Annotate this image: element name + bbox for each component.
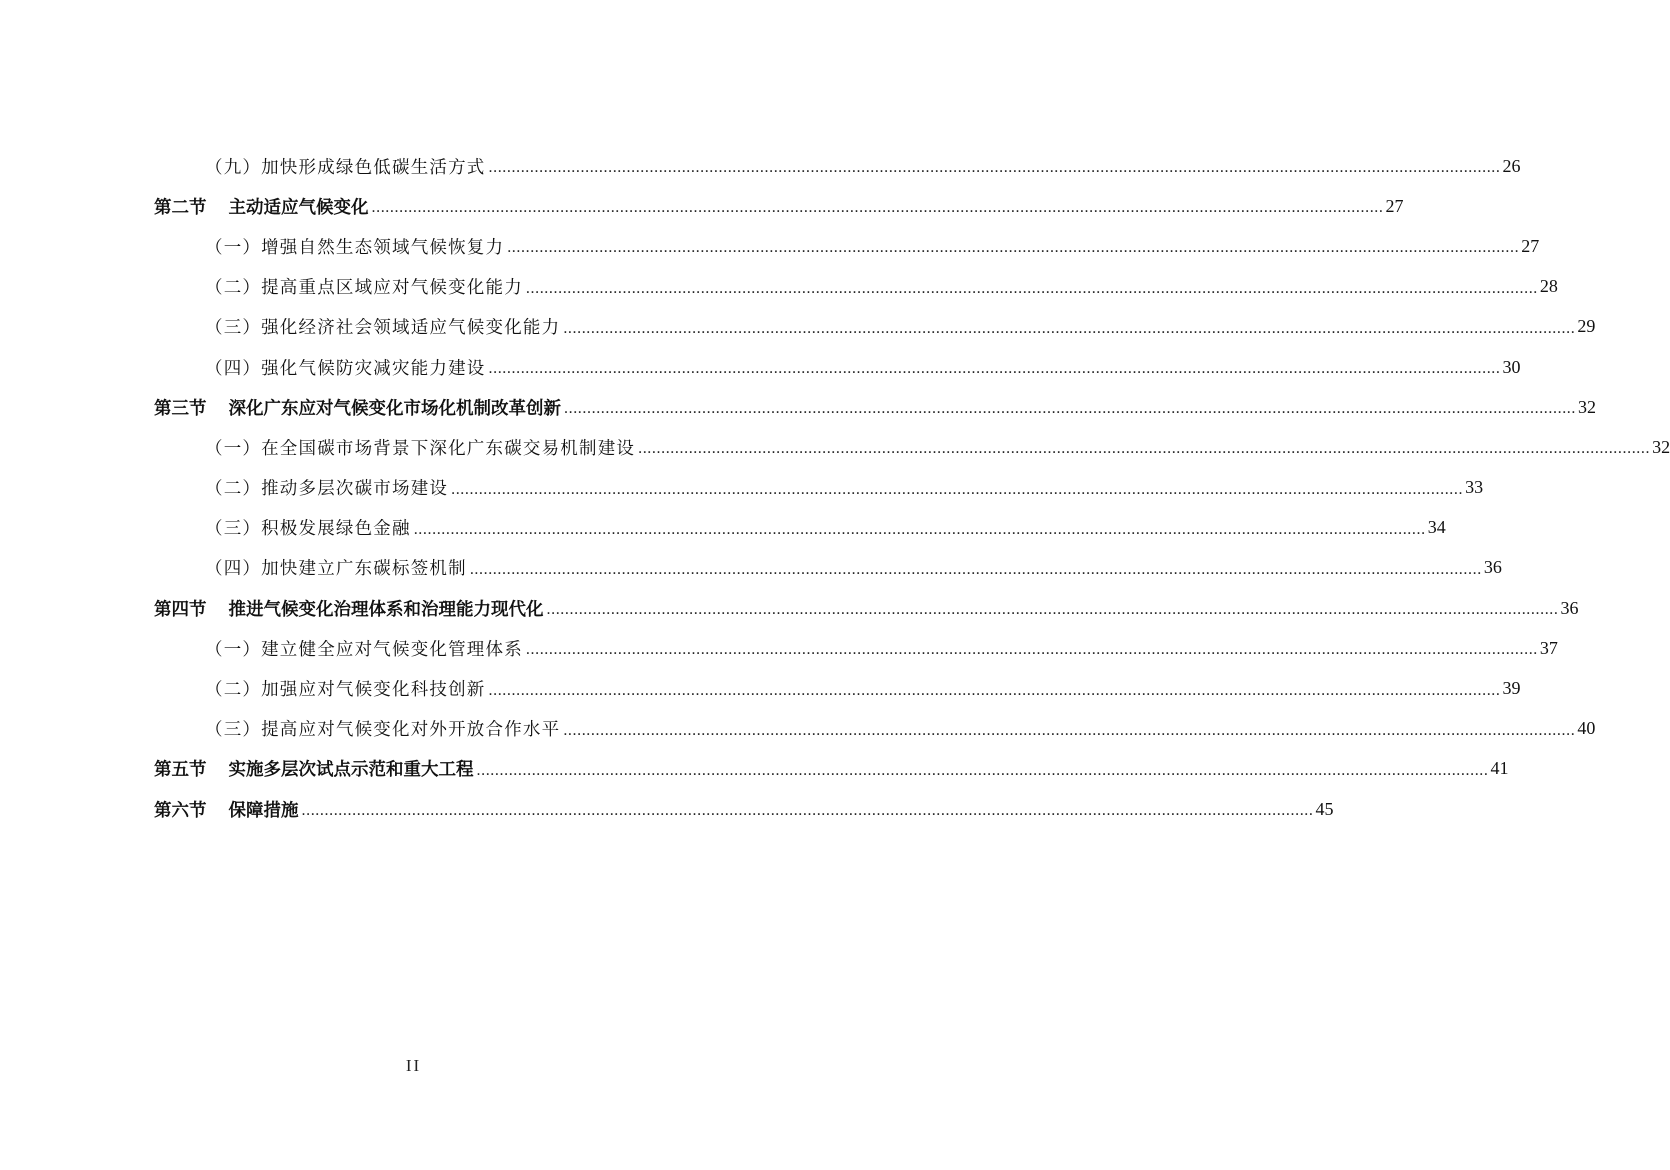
toc-entry[interactable]	[0, 267, 1558, 307]
toc-entry-page: 45	[1315, 798, 1334, 819]
dot-leader: ............................................................................................................................................................................................................................	[469, 560, 1482, 578]
toc-entry-page: 33	[1465, 477, 1484, 498]
toc-entry[interactable]	[0, 146, 1521, 186]
toc-section-number: 第五节	[154, 760, 207, 781]
toc-entry[interactable]	[0, 347, 1521, 387]
toc-entry-title: （二）提高重点区域应对气候变化能力	[205, 278, 523, 299]
toc-section-number: 第二节	[154, 197, 207, 218]
toc-entry-title: （四）加快建立广东碳标签机制	[205, 559, 467, 580]
toc-entry-page: 26	[1502, 155, 1521, 176]
toc-entry-title: （四）强化气候防灾减灾能力建设	[205, 358, 486, 379]
dot-leader: ............................................................................................................................................................................................................................	[488, 159, 1501, 177]
toc-entry-page: 36	[1560, 597, 1579, 618]
dot-leader: ............................................................................................................................................................................................................................	[563, 319, 1576, 337]
toc-entry-title: 深化广东应对气候变化市场化机制改革创新	[228, 398, 561, 419]
dot-leader: ............................................................................................................................................................................................................................	[564, 400, 1576, 418]
dot-leader: ............................................................................................................................................................................................................................	[546, 601, 1559, 619]
dot-leader: ............................................................................................................................................................................................................................	[638, 440, 1651, 458]
dot-leader: ............................................................................................................................................................................................................................	[488, 360, 1501, 378]
toc-section-entry[interactable]	[0, 387, 1596, 427]
toc-section-entry[interactable]	[0, 588, 1579, 628]
dot-leader: ............................................................................................................................................................................................................................	[563, 721, 1576, 739]
dot-leader: ............................................................................................................................................................................................................................	[476, 761, 1489, 779]
toc-entry[interactable]	[0, 628, 1558, 668]
toc-entry-page: 41	[1490, 758, 1509, 779]
toc-entry[interactable]	[0, 508, 1446, 548]
toc-entry-page: 29	[1577, 316, 1596, 337]
table-of-contents	[0, 146, 1670, 829]
toc-entry-title: （九）加快形成绿色低碳生活方式	[205, 157, 486, 178]
toc-entry-page: 28	[1539, 276, 1558, 297]
toc-entry[interactable]	[0, 427, 1670, 467]
toc-entry[interactable]	[0, 226, 1540, 266]
toc-entry-page: 27	[1521, 235, 1540, 256]
toc-entry-title: （一）增强自然生态领域气候恢复力	[205, 237, 505, 258]
toc-entry-page: 32	[1578, 396, 1596, 417]
page-number-footer: II	[405, 1056, 422, 1075]
dot-leader: ............................................................................................................................................................................................................................	[525, 279, 1538, 297]
toc-entry-title: （三）积极发展绿色金融	[205, 519, 411, 540]
toc-entry-page: 40	[1577, 718, 1596, 739]
dot-leader: ............................................................................................................................................................................................................................	[525, 641, 1538, 659]
toc-section-number: 第四节	[154, 599, 207, 620]
toc-entry-title: 推进气候变化治理体系和治理能力现代化	[228, 599, 544, 620]
toc-entry[interactable]	[0, 548, 1502, 588]
toc-entry[interactable]	[0, 668, 1521, 708]
dot-leader: ............................................................................................................................................................................................................................	[371, 199, 1384, 217]
toc-entry[interactable]	[0, 307, 1596, 347]
toc-entry-page: 36	[1483, 557, 1502, 578]
toc-entry-title: （一）在全国碳市场背景下深化广东碳交易机制建设	[205, 438, 636, 459]
toc-entry-title: 主动适应气候变化	[228, 197, 369, 218]
toc-section-entry[interactable]	[0, 186, 1404, 226]
dot-leader: ............................................................................................................................................................................................................................	[451, 480, 1464, 498]
toc-entry-page: 34	[1427, 517, 1446, 538]
toc-entry[interactable]	[0, 709, 1596, 749]
toc-entry-page: 37	[1539, 637, 1558, 658]
toc-entry-page: 27	[1385, 195, 1404, 216]
toc-entry-title: 保障措施	[228, 800, 299, 821]
dot-leader: ............................................................................................................................................................................................................................	[507, 239, 1520, 257]
toc-entry-title: （二）推动多层次碳市场建设	[205, 479, 449, 500]
toc-entry-page: 39	[1502, 678, 1521, 699]
toc-entry-title: （一）建立健全应对气候变化管理体系	[205, 639, 523, 660]
toc-entry-title: （三）提高应对气候变化对外开放合作水平	[205, 720, 561, 741]
dot-leader: ............................................................................................................................................................................................................................	[301, 802, 1314, 820]
toc-section-entry[interactable]	[0, 749, 1509, 789]
toc-section-entry[interactable]	[0, 789, 1334, 829]
toc-entry-page: 32	[1652, 436, 1670, 457]
toc-entry-page: 30	[1502, 356, 1521, 377]
dot-leader: ............................................................................................................................................................................................................................	[488, 681, 1501, 699]
toc-entry-title: 实施多层次试点示范和重大工程	[228, 760, 474, 781]
toc-entry[interactable]	[0, 468, 1484, 508]
toc-section-number: 第六节	[154, 800, 207, 821]
toc-section-number: 第三节	[154, 398, 207, 419]
dot-leader: ............................................................................................................................................................................................................................	[413, 520, 1426, 538]
toc-entry-title: （三）强化经济社会领域适应气候变化能力	[205, 318, 561, 339]
toc-entry-title: （二）加强应对气候变化科技创新	[205, 680, 486, 701]
